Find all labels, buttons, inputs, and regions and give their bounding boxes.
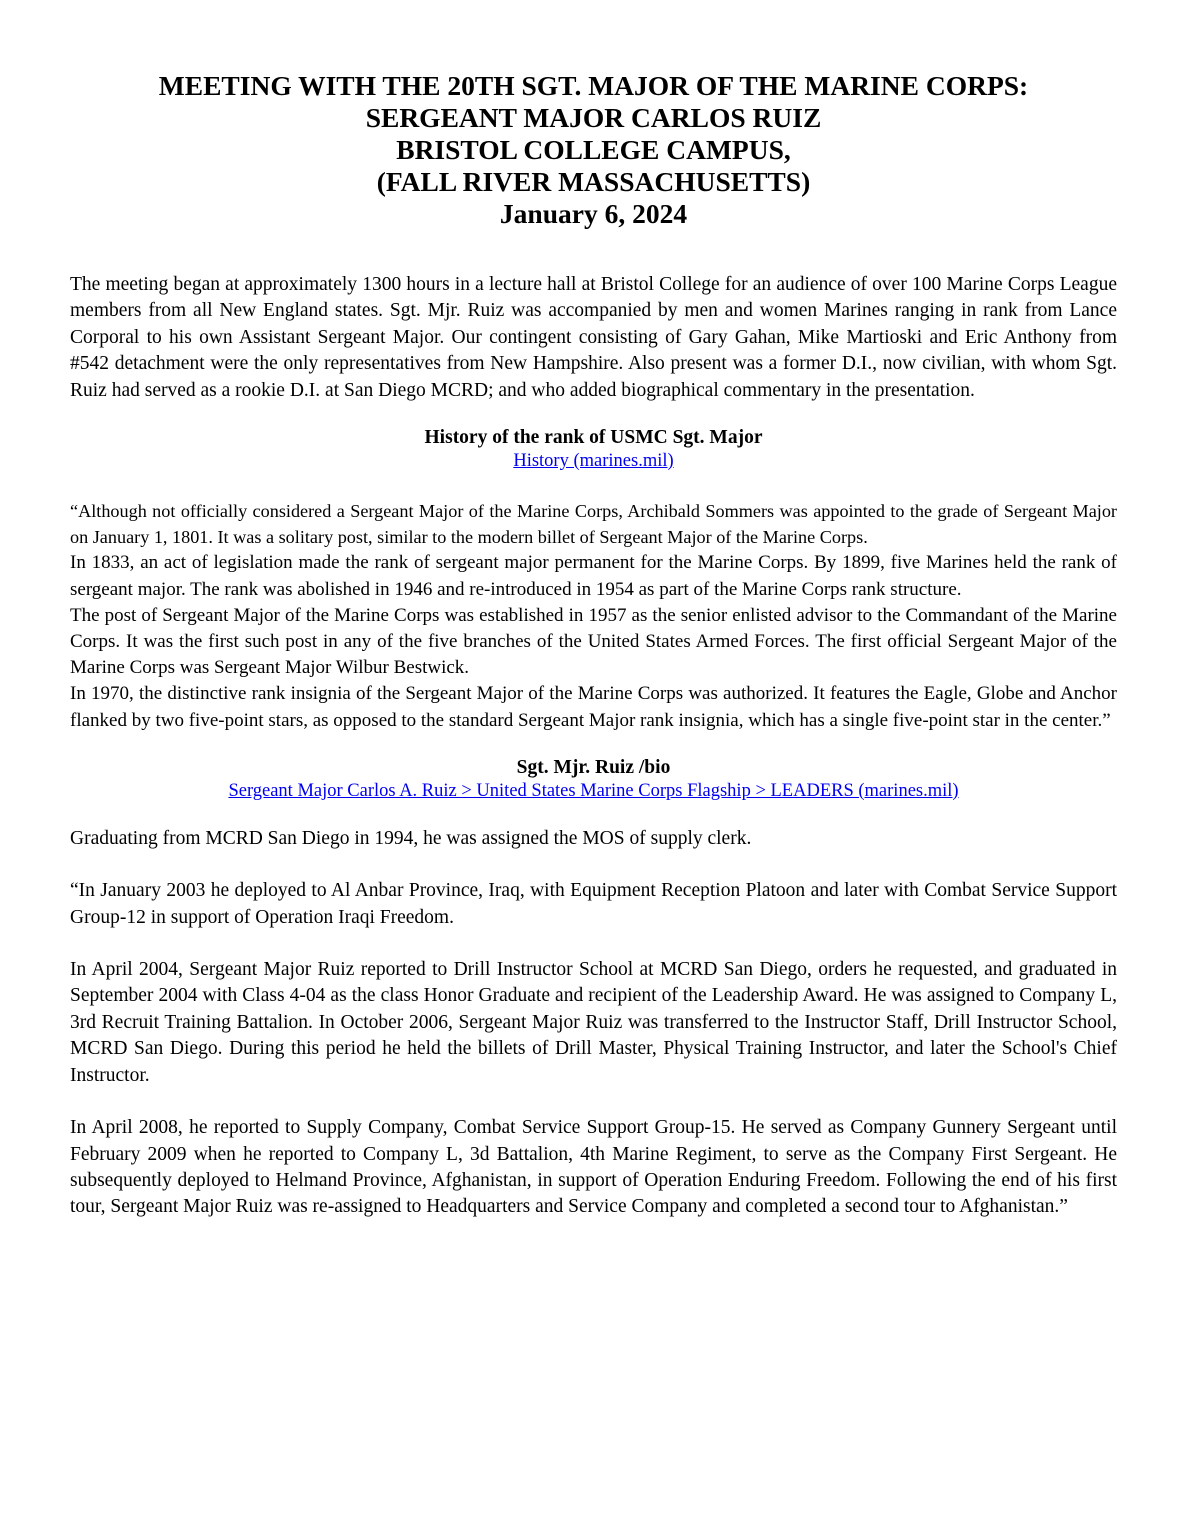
quote-paragraph-1: “Although not officially considered a Sergeant Major of the Marine Corps, Archibald Sommers was appointed to the grade of Sergeant Major on January 1, 1801. It was a solitary post, similar to the modern billet of Sergeant Major of the Marine Corps. — [70, 501, 1117, 548]
bio-paragraph-2: “In January 2003 he deployed to Al Anbar Province, Iraq, with Equipment Reception Platoon and later with Combat Service Support Group-12 in support of Operation Iraqi Freedom. — [70, 880, 1117, 928]
history-quote — [70, 498, 1117, 734]
bio-link[interactable]: Sergeant Major Carlos A. Ruiz > United States Marine Corps Flagship > LEADERS (marines.mil) — [228, 780, 959, 801]
history-heading: History of the rank of USMC Sgt. Major — [424, 427, 763, 449]
document-page — [70, 70, 1117, 1221]
title-date: January 6, 2024 — [499, 198, 688, 229]
quote-paragraph-3: The post of Sergeant Major of the Marine Corps was established in 1957 as the senior enlisted advisor to the Commandant of the Marine Corps. It was the first such post in any of the five branches of the United States Armed Forces. The first official Sergeant Major of the Marine Corps was Sergeant Major Wilbur Bestwick. — [70, 604, 1117, 679]
quote-paragraph-2: In 1833, an act of legislation made the rank of sergeant major permanent for the Marine Corps. By 1899, five Marines held the rank of sergeant major. The rank was abolished in 1946 and re-introduced in 1954 as part of the Marine Corps rank structure. — [70, 552, 1117, 600]
bio-paragraph-3: In April 2004, Sergeant Major Ruiz reported to Drill Instructor School at MCRD San Diego, orders he requested, and graduated in September 2004 with Class 4-04 as the class Honor Graduate and recipient of the Leadership Award. He was assigned to Company L, 3rd Recruit Training Battalion. In October 2006, Sergeant Major Ruiz was transferred to the Instructor Staff, Drill Instructor School, MCRD San Diego. During this period he held the billets of Drill Master, Physical Training Instructor, and later the School's Chief Instructor. — [70, 959, 1117, 1086]
history-link[interactable]: History (marines.mil) — [513, 451, 674, 472]
bio-heading: Sgt. Mjr. Ruiz /bio — [516, 756, 671, 778]
title-line-2: SERGEANT MAJOR CARLOS RUIZ — [365, 102, 822, 133]
history-link-line — [70, 450, 1117, 472]
bio-paragraph-4: In April 2008, he reported to Supply Company, Combat Service Support Group-15. He served as Company Gunnery Sergeant until February 2009 when he reported to Company L, 3d Battalion, 4th Marine Regiment, to serve as the Company First Sergeant. He subsequently deployed to Helmand Province, Afghanistan, in support of Operation Enduring Freedom. Following the end of his first tour, Sergeant Major Ruiz was re-assigned to Headquarters and Service Company and completed a second tour to Afghanistan.” — [70, 1117, 1117, 1218]
title-line-1: MEETING WITH THE 20TH SGT. MAJOR OF THE MARINE CORPS: — [158, 70, 1029, 101]
bio-paragraph-1: Graduating from MCRD San Diego in 1994, he was assigned the MOS of supply clerk. — [70, 827, 752, 849]
title-line-3: BRISTOL COLLEGE CAMPUS, — [396, 134, 791, 165]
document-title — [70, 70, 1117, 230]
title-line-4: (FALL RIVER MASSACHUSETTS) — [376, 166, 811, 197]
bio-link-line — [70, 780, 1117, 802]
quote-paragraph-4: In 1970, the distinctive rank insignia of the Sergeant Major of the Marine Corps was authorized. It features the Eagle, Globe and Anchor flanked by two five-point stars, as opposed to the standard Sergeant Major rank insignia, which has a single five-point star in the center.” — [70, 683, 1117, 731]
intro-paragraph: The meeting began at approximately 1300 hours in a lecture hall at Bristol College for an audience of over 100 Marine Corps League members from all New England states. Sgt. Mjr. Ruiz was accompanied by men and women Marines ranging in rank from Lance Corporal to his own Assistant Sergeant Major. Our contingent consisting of Gary Gahan, Mike Martioski and Eric Anthony from #542 detachment were the only representatives from New Hampshire. Also present was a former D.I., now civilian, with whom Sgt. Ruiz had served as a rookie D.I. at San Diego MCRD; and who added biographical commentary in the presentation. — [70, 274, 1117, 401]
